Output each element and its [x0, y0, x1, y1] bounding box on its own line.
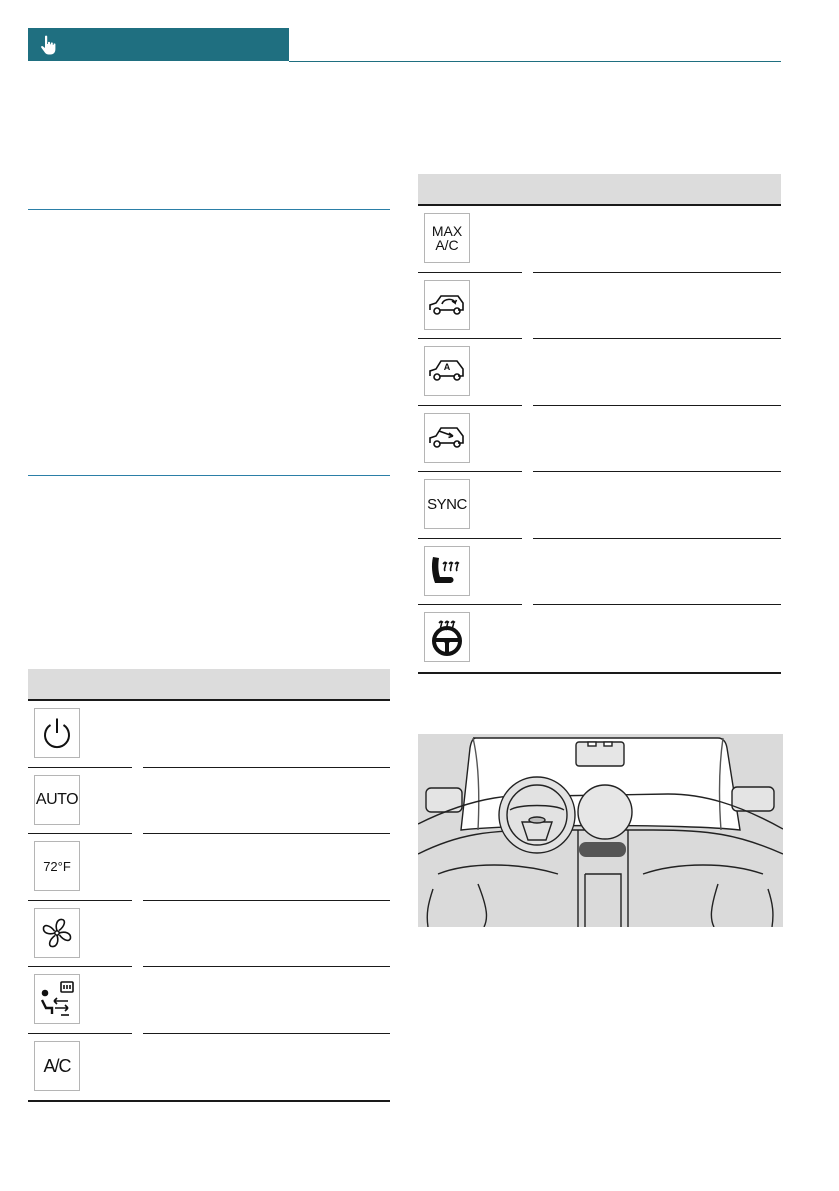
- table-row: [28, 701, 390, 768]
- table-row: [28, 967, 390, 1034]
- auto-icon[interactable]: [34, 775, 80, 825]
- ac-label: A/C: [43, 1055, 71, 1076]
- left-controls-table: [28, 669, 390, 1102]
- steering-wheel-heating-icon[interactable]: [424, 612, 470, 662]
- section-header-tab: [28, 28, 289, 61]
- table-header: [28, 669, 390, 701]
- table-row: [28, 768, 390, 835]
- section-divider: [28, 209, 390, 210]
- hand-pointer-icon: [38, 34, 60, 56]
- table-row: [418, 539, 781, 606]
- table-end-rule: [418, 672, 781, 674]
- automatic-recirculation-label: A: [443, 362, 451, 372]
- seat-heating-icon[interactable]: [424, 546, 470, 596]
- table-row: [418, 472, 781, 539]
- header-rule: [289, 61, 781, 62]
- power-icon[interactable]: [34, 708, 80, 758]
- sync-icon[interactable]: [424, 479, 470, 529]
- ac-icon[interactable]: [34, 1041, 80, 1091]
- cockpit-illustration: [418, 734, 783, 927]
- table-row: [28, 901, 390, 968]
- section-divider: [28, 475, 390, 476]
- max-ac-icon[interactable]: [424, 213, 470, 263]
- table-row: [28, 834, 390, 901]
- table-row: [28, 1034, 390, 1101]
- table-row: [418, 339, 781, 406]
- auto-label: AUTO: [35, 790, 79, 808]
- air-distribution-defrost-icon[interactable]: [34, 974, 80, 1024]
- fresh-air-icon[interactable]: [424, 413, 470, 463]
- sync-label: SYNC: [427, 495, 467, 513]
- right-controls-table: [418, 174, 781, 674]
- table-row: [418, 206, 781, 273]
- table-row: [418, 605, 781, 672]
- fan-icon[interactable]: [34, 908, 80, 958]
- temperature-icon[interactable]: [34, 841, 80, 891]
- automatic-recirculation-icon[interactable]: [424, 346, 470, 396]
- temperature-label: 72°F: [43, 858, 71, 874]
- table-row: [418, 406, 781, 473]
- table-end-rule: [28, 1100, 390, 1102]
- recirculation-icon[interactable]: [424, 280, 470, 330]
- max-ac-label-line2: A/C: [435, 237, 459, 253]
- max-ac-label-line1: MAX: [431, 223, 463, 239]
- table-row: [418, 273, 781, 340]
- table-header: [418, 174, 781, 206]
